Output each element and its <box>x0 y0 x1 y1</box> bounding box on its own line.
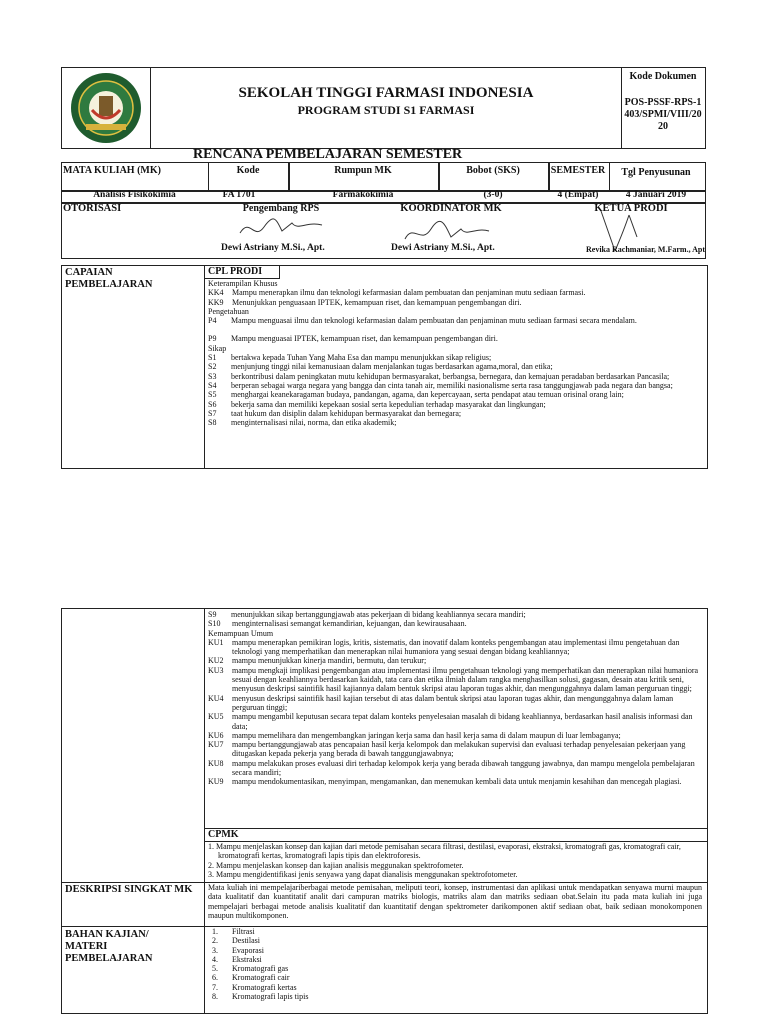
bahan-item <box>212 936 612 945</box>
item-code: KU5 <box>208 712 224 722</box>
bahan-item <box>212 973 612 982</box>
item-text: taat hukum dan disiplin dalam kehidupan bermasyarakat dan bernegara; <box>231 408 462 418</box>
list-item <box>208 316 702 325</box>
item-text: mampu mendokumentasikan, menyimpan, mengamankan, dan menemukan kembali data untuk menjamin kesahihan dan mencegah plagiasi. <box>232 777 682 787</box>
item-text: menginternalisasi nilai, norma, dan etika akademik; <box>231 418 397 428</box>
bahan-item <box>212 964 612 973</box>
item-text: menginternalisasi semangat kemandirian, kejuangan, dan kewirausahaan. <box>232 619 467 629</box>
item-code: S3 <box>208 371 217 381</box>
list-item <box>208 656 702 665</box>
column-divider <box>204 609 205 1013</box>
item-code: KU6 <box>208 730 224 740</box>
val-mk: Analisis Fisikokimia <box>93 190 176 200</box>
item-code: S9 <box>208 610 217 619</box>
otorisasi-label: OTORISASI <box>63 203 122 214</box>
item-code: KU1 <box>208 637 224 647</box>
program-name: PROGRAM STUDI S1 FARMASI <box>297 103 475 117</box>
column-divider <box>204 266 205 468</box>
item-text: mampu mengambil keputusan secara tepat dalam konteks penyelesaian masalah di bidang keahliannya, berdasarkan hasil analisis informasi dan data; <box>232 712 693 731</box>
cpmk-heading: CPMK <box>208 829 239 840</box>
list-item <box>208 694 702 713</box>
bahan-text: Filtrasi <box>232 927 255 936</box>
cpmk-item: 1. Mampu menjelaskan konsep dan kajian dari metode pemisahan secara filtrasi, destilasi, evaporasi, ekstraksi, kromatografi gas, kromatografi cair, kromatografi kertas, kromatografi lapis tipis dan elektroforesis. <box>208 842 681 861</box>
cpl-list <box>208 279 702 427</box>
item-text: mampu menunjukkan kinerja mandiri, bermutu, dan terukur; <box>232 656 427 666</box>
list-item <box>208 759 702 778</box>
list-item <box>208 610 702 619</box>
item-text: Mampu menguasai ilmu dan teknologi kefarmasian dalam pembuatan dan penjaminan mutu sediaan farmasi secara mendalam. <box>231 316 637 326</box>
bahan-item <box>212 946 612 955</box>
cpmk-item: 3. Mampu mengidentifikasi jenis senyawa yang dapat dianalisis menggunakan spektrofotometer. <box>208 869 518 879</box>
list-item <box>208 740 702 759</box>
bahan-label: BAHAN KAJIAN/ MATERI PEMBELAJARAN <box>65 929 153 964</box>
ketua-label: KETUA PRODI <box>594 203 668 214</box>
institution-name: SEKOLAH TINGGI FARMASI INDONESIA <box>238 85 534 101</box>
list-item <box>208 372 702 381</box>
capaian-label: CAPAIAN PEMBELAJARAN <box>65 267 153 290</box>
item-text: menyusun deskripsi saintifik hasil kajian tersebut di atas dalam bentuk skripsi atau laporan tugas akhir, dan mengunggahnya dalam laman perguruan tinggi; <box>232 693 674 712</box>
list-item <box>208 629 702 638</box>
item-code: KK9 <box>208 297 224 307</box>
col-tgl: Tgl Penyusunan <box>621 167 691 178</box>
item-text: bertakwa kepada Tuhan Yang Maha Esa dan mampu menunjukkan sikap religius; <box>231 353 492 363</box>
val-tgl: 4 Januari 2019 <box>625 190 687 200</box>
bahan-item <box>212 927 612 936</box>
list-item <box>208 307 702 316</box>
item-code: S1 <box>208 353 217 363</box>
item-text: Mampu menerapkan ilmu dan teknologi kefarmasian dalam pembuatan dan penjaminan mutu sediaan farmasi. <box>232 288 586 298</box>
list-item <box>208 400 702 409</box>
item-text: Keterampilan Khusus <box>208 279 278 288</box>
item-code: P4 <box>208 316 217 326</box>
koordinator-name: Dewi Astriany M.Si., Apt. <box>391 243 495 253</box>
item-code: KU8 <box>208 758 224 768</box>
pengembang-label: Pengembang RPS <box>242 203 320 214</box>
deskripsi-label: DESKRIPSI SINGKAT MK <box>65 884 193 895</box>
list-item <box>208 712 702 731</box>
item-code: S2 <box>208 362 217 372</box>
bahan-number: 4. <box>212 954 218 964</box>
cpmk-list <box>208 842 702 879</box>
pengembang-signature <box>236 213 326 243</box>
list-item <box>208 409 702 418</box>
doc-title: RENCANA PEMBELAJARAN SEMESTER <box>193 147 463 162</box>
list-item <box>208 390 702 399</box>
list-item <box>208 638 702 657</box>
list-item <box>208 288 702 297</box>
col-rumpun: Rumpun MK <box>334 165 392 176</box>
col-kode: Kode <box>236 165 260 176</box>
col-mk: MATA KULIAH (MK) <box>63 165 161 176</box>
list-item <box>208 418 702 427</box>
item-code: KU3 <box>208 665 224 675</box>
item-code: KU7 <box>208 740 224 750</box>
bahan-number: 3. <box>212 945 218 955</box>
list-item <box>208 353 702 362</box>
item-text: berperan sebagai warga negara yang bangga dan cinta tanah air, memiliki nasionalisme serta rasa tanggungjawab pada negara dan bangsa; <box>231 380 673 390</box>
bahan-number: 1. <box>212 927 218 936</box>
val-bobot: (3-0) <box>483 190 503 200</box>
bahan-item <box>212 992 612 1001</box>
list-item <box>208 619 702 628</box>
bahan-text: Kromatografi gas <box>232 964 289 974</box>
item-code: S6 <box>208 399 217 409</box>
bahan-text: Kromatografi cair <box>232 973 290 983</box>
item-text: Mampu menguasai IPTEK, kemampuan riset, dan kemampuan pengembangan diri. <box>231 334 498 344</box>
item-code: S10 <box>208 619 221 629</box>
col-semester: SEMESTER <box>550 165 606 176</box>
list-item <box>208 344 702 353</box>
bahan-number: 2. <box>212 936 218 946</box>
item-code: S7 <box>208 408 217 418</box>
cpl-continued-list <box>208 610 702 787</box>
item-code: S4 <box>208 380 217 390</box>
pengembang-name: Dewi Astriany M.Si., Apt. <box>221 243 325 253</box>
bahan-number: 7. <box>212 982 218 992</box>
item-text: mampu bertanggungjawab atas pencapaian hasil kerja kelompok dan melakukan supervisi dan evaluasi terhadap penyelesaian pekerjaan yang ditugaskan kepada pekerja yang berada di bawah tanggungjawabnya; <box>232 740 686 759</box>
list-item <box>208 334 702 343</box>
ketua-name: Revika Rachmaniar, M.Farm., Apt <box>586 245 706 254</box>
val-kode: FA 1701 <box>222 190 256 200</box>
list-item <box>208 777 702 786</box>
item-text: Menunjukkan penguasaan IPTEK, kemampuan riset, dan kemampuan pengembangan diri. <box>232 297 522 307</box>
item-text: menjunjung tinggi nilai kemanusiaan dalam menjalankan tugas berdasarkan agama,moral, dan etika; <box>231 362 553 372</box>
bahan-item <box>212 983 612 992</box>
bahan-text: Destilasi <box>232 936 260 946</box>
item-text: Kemampuan Umum <box>208 628 274 638</box>
logo-cell <box>61 67 151 149</box>
row-divider <box>205 828 707 829</box>
bahan-number: 8. <box>212 992 218 1002</box>
list-item <box>208 381 702 390</box>
institution-logo <box>62 68 150 148</box>
item-code: KU4 <box>208 693 224 703</box>
item-text: menunjukkan sikap bertanggungjawab atas pekerjaan di bidang keahliannya secara mandiri; <box>231 610 526 619</box>
item-text: bekerja sama dan memiliki kepekaan sosial serta kepedulian terhadap masyarakat dan lingkungan; <box>231 399 546 409</box>
item-text: mampu menerapkan pemikiran logis, kritis, sistematis, dan inovatif dalam konteks pengembangan atau implementasi ilmu pengetahuan dan teknologi yang memperhatikan dan menerapkan nilai humaniora yang sesuai dengan bidang keahliannya; <box>232 637 680 657</box>
item-code: KU2 <box>208 656 224 666</box>
doc-code-value: POS-PSSF-RPS-1403/SPMI/VIII/2020 <box>624 97 702 132</box>
cpl-heading: CPL PRODI <box>208 266 263 277</box>
bahan-text: Kromatografi lapis tipis <box>232 992 309 1002</box>
col-bobot: Bobot (SKS) <box>466 165 520 176</box>
cpmk-item: 2. Mampu menjelaskan konsep dan kajian analisis meggunakan spektrofometer. <box>208 860 464 870</box>
deskripsi-text: Mata kuliah ini mempelajariberbagai metode pemisahan, meliputi teori, konsep, instrumentasi dan aplikasi untuk mendapatkan senyawa murni maupun data kualitatif dan kuantitatif analit dari campuran matriks biologis, matriks alam dan matriks sediaan obat.Selain itu pada mata kuliah ini juga mempelajari berbagai metode analisis kualitatif dan kuantitatif dengan spektrometer darikomponen aktif sediaan obat, baik sediaan monokomponen maupun multikomponen. <box>208 883 702 920</box>
val-semester: 4 (Empat) <box>557 190 599 200</box>
bahan-text: Evaporasi <box>232 945 264 955</box>
item-code: S5 <box>208 390 217 400</box>
item-code: P9 <box>208 334 217 344</box>
item-text: Sikap <box>208 343 227 353</box>
item-code: S8 <box>208 418 217 428</box>
doc-code-label: Kode Dokumen <box>629 71 697 82</box>
item-text: Pengetahuan <box>208 306 249 316</box>
item-code: KK4 <box>208 288 224 298</box>
bahan-text: Kromatografi kertas <box>232 982 297 992</box>
capaian-table <box>61 265 708 469</box>
bahan-list <box>212 927 612 1001</box>
item-code: KU9 <box>208 777 224 787</box>
item-text: mampu mengkaji implikasi pengembangan atau implementasi ilmu pengetahuan teknologi yang memperhatikan dan menerapkan nilai humaniora sesuai dengan keahliannya berdasarkan kaidah, tata cara dan etika ilmiah dalam rangka menghasilkan solusi, gagasan, desain atau kritik seni, menyusun deskripsi saintifik hasil kajiannya dalam bentuk skripsi atau laporan tugas akhir, dan mengunggahnya dalam laman perguruan tinggi; <box>232 665 699 694</box>
bahan-item <box>212 955 612 964</box>
list-item <box>208 666 702 694</box>
item-text: mampu melakukan proses evaluasi diri terhadap kelompok kerja yang berada dibawah tanggung jawabnya, dan mampu mengelola pembelajaran secara mandiri; <box>232 758 695 778</box>
list-item <box>208 731 702 740</box>
rps-detail-table <box>61 608 708 1014</box>
item-text: menghargai keanekaragaman budaya, pandangan, agama, dan kepercayaan, serta pendapat atau temuan orisinal orang lain; <box>231 390 624 400</box>
bahan-text: Ekstraksi <box>232 954 262 964</box>
item-text: berkontribusi dalam peningkatan mutu kehidupan bermasyarakat, berbangsa, bernegara, dan kemajuan peradaban berdasarkan Pancasila; <box>231 371 670 381</box>
list-item <box>208 362 702 371</box>
bahan-number: 6. <box>212 973 218 983</box>
bahan-number: 5. <box>212 964 218 974</box>
koordinator-label: KOORDINATOR MK <box>400 203 502 214</box>
item-text: mampu memelihara dan mengembangkan jaringan kerja sama dan hasil kerja sama di dalam maupun di luar lembaganya; <box>232 730 621 740</box>
list-item <box>208 279 702 288</box>
list-item <box>208 298 702 307</box>
document-header <box>61 67 706 257</box>
val-rumpun: Farmakokimia <box>332 190 394 200</box>
